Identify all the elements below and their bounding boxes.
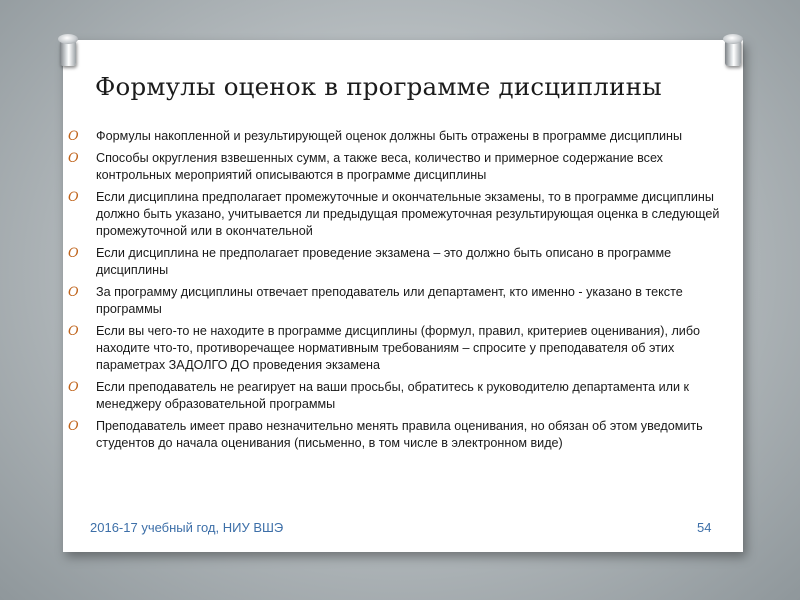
bullet-text: Если дисциплина предполагает промежуточные и окончательные экзамены, то в программе дисциплины должно быть указано, учитывается ли предыдущая промежуточная результирующая оценка в следующей промежуточной или в окончательной bbox=[96, 190, 720, 238]
bullet-item bbox=[68, 150, 734, 184]
bullet-item bbox=[68, 128, 734, 145]
pin-icon bbox=[725, 40, 741, 66]
bullet-text: За программу дисциплины отвечает преподаватель или департамент, кто именно - указано в тексте программы bbox=[96, 285, 683, 316]
bullet-marker-icon: O bbox=[68, 380, 79, 395]
bullet-item bbox=[68, 418, 734, 452]
bullet-text: Если вы чего-то не находите в программе дисциплины (формул, правил, критериев оценивания), либо находите что-то, противоречащее нормативным требованиям – спросите у преподавателя об этих параметрах ЗАДОЛГО ДО проведения экзамена bbox=[96, 324, 701, 372]
page-number: 54 bbox=[697, 520, 712, 535]
bullet-marker-icon: O bbox=[68, 190, 79, 205]
bullet-text: Преподаватель имеет право незначительно менять правила оценивания, но обязан об этом уведомить студентов до начала оценивания (письменно, в том числе в электронном виде) bbox=[96, 419, 703, 450]
bullet-text: Если преподаватель не реагирует на ваши просьбы, обратитесь к руководителю департамента или к менеджеру образовательной программы bbox=[96, 380, 690, 411]
pin-icon bbox=[60, 40, 76, 66]
bullet-list bbox=[68, 128, 734, 457]
bullet-marker-icon: O bbox=[68, 151, 79, 166]
bullet-item bbox=[68, 245, 734, 279]
bullet-marker-icon: O bbox=[68, 285, 79, 300]
bullet-marker-icon: O bbox=[68, 324, 79, 339]
bullet-marker-icon: O bbox=[68, 419, 79, 434]
bullet-item bbox=[68, 189, 734, 240]
bullet-text: Если дисциплина не предполагает проведение экзамена – это должно быть описано в программе дисциплины bbox=[96, 246, 672, 277]
bullet-text: Способы округления взвешенных сумм, а также веса, количество и примерное содержание всех контрольных мероприятий описываются в программе дисциплины bbox=[96, 151, 663, 182]
bullet-item bbox=[68, 284, 734, 318]
bullet-text: Формулы накопленной и результирующей оценок должны быть отражены в программе дисциплины bbox=[96, 129, 683, 143]
footer-text: 2016-17 учебный год, НИУ ВШЭ bbox=[90, 520, 284, 535]
bullet-marker-icon: O bbox=[68, 246, 79, 261]
bullet-item bbox=[68, 379, 734, 413]
slide-title: Формулы оценок в программе дисциплины bbox=[95, 72, 662, 101]
bullet-marker-icon: O bbox=[68, 129, 79, 144]
bullet-item bbox=[68, 323, 734, 374]
